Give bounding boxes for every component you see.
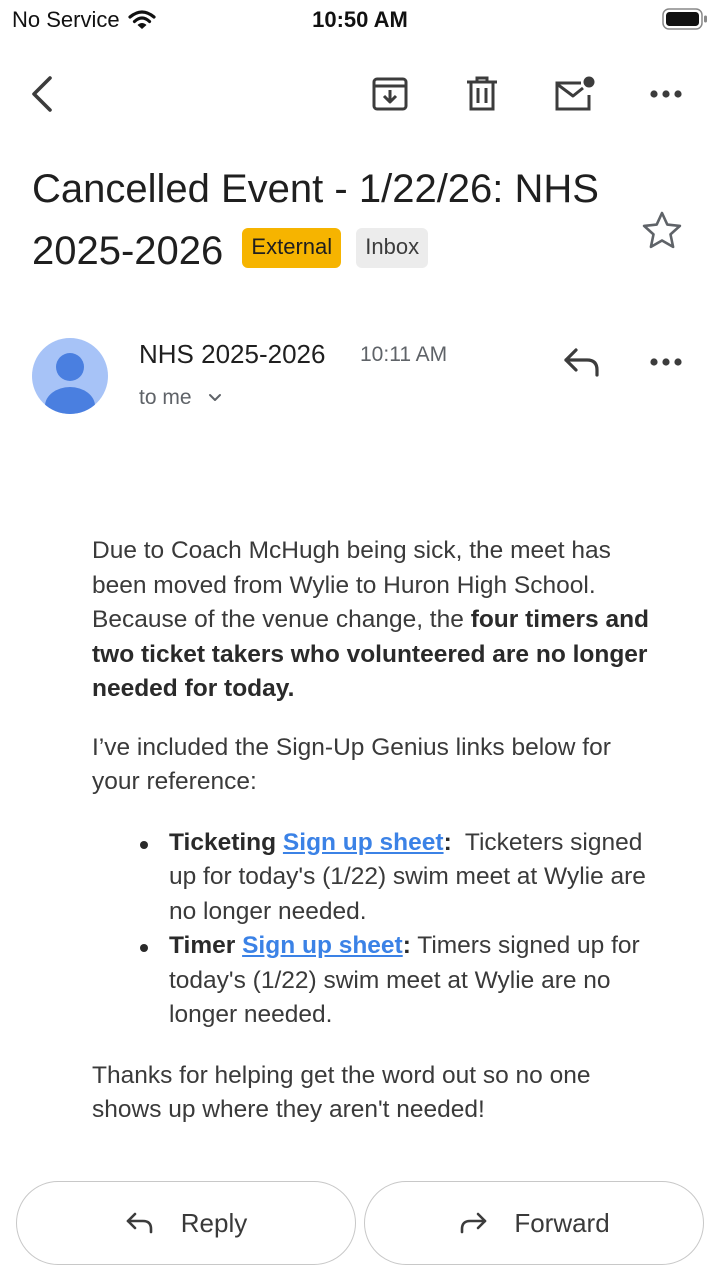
forward-icon — [458, 1211, 488, 1235]
signup-sheet-link[interactable]: Sign up sheet — [282, 828, 444, 856]
forward-button[interactable] — [364, 1181, 704, 1265]
list-item — [92, 929, 652, 1033]
signup-sheet-link[interactable]: Sign up sheet — [242, 932, 403, 959]
toolbar — [0, 62, 720, 124]
body-paragraph-1 — [92, 534, 652, 707]
inbox-label-badge[interactable]: Inbox — [356, 228, 428, 268]
body-paragraph-2: I’ve included the Sign-Up Genius links below for your reference: — [92, 733, 611, 795]
message-more-button[interactable] — [640, 336, 692, 388]
archive-button[interactable] — [364, 68, 416, 120]
body-paragraph-1-bold: four timers and two ticket takers who volunteered are no longer needed for today. — [92, 606, 650, 702]
reply-button-label: Reply — [180, 1207, 248, 1238]
chevron-down-icon — [208, 393, 222, 403]
sender-name: NHS 2025-2026 — [139, 339, 326, 369]
avatar[interactable] — [32, 338, 108, 414]
status-time: 10:50 AM — [312, 7, 408, 32]
delete-button[interactable] — [456, 68, 508, 120]
back-button[interactable] — [16, 68, 68, 120]
list-item — [92, 826, 652, 930]
body-paragraph-3: Thanks for helping get the word out so no one shows up where they aren't needed! — [92, 1061, 591, 1123]
signup-list — [92, 826, 652, 1033]
list-item-colon: : — [443, 828, 452, 856]
carrier-label: No Service — [12, 7, 120, 32]
email-subject-block — [32, 158, 622, 282]
sent-time: 10:11 AM — [360, 343, 448, 366]
person-icon — [32, 338, 108, 414]
star-button[interactable] — [636, 204, 688, 256]
mail-unread-icon — [553, 75, 595, 113]
mark-unread-button[interactable] — [548, 68, 600, 120]
reply-icon — [125, 1211, 155, 1235]
star-icon — [641, 210, 683, 250]
body-paragraph-1-text: Due to Coach McHugh being sick, the meet has been moved from Wylie to Huron High School. Because of the venue change, the — [92, 537, 611, 633]
status-bar — [0, 0, 720, 40]
list-item-lead: Timer — [169, 932, 243, 959]
list-item-text: Ticketers signed up for today's (1/22) swim meet at Wylie are no longer needed. — [169, 828, 653, 925]
battery-icon — [662, 8, 708, 30]
trash-icon — [465, 75, 499, 113]
forward-button-label: Forward — [514, 1207, 610, 1238]
more-options-button[interactable] — [640, 68, 692, 120]
list-item-colon: : — [402, 932, 411, 959]
reply-icon — [562, 346, 602, 378]
more-horizontal-icon — [649, 89, 683, 99]
more-horizontal-icon — [649, 357, 683, 367]
reply-button[interactable] — [16, 1181, 356, 1265]
recipient-details-toggle[interactable] — [139, 386, 222, 410]
email-subject: Cancelled Event - 1/22/26: NHS 2025-2026 — [32, 167, 599, 273]
archive-icon — [371, 75, 409, 113]
chevron-left-icon — [27, 74, 57, 114]
list-item-text: Timers signed up for today's (1/22) swim meet at Wylie are no longer needed. — [169, 932, 640, 1028]
recipient-label: to me — [139, 386, 192, 409]
email-body — [92, 534, 652, 1128]
reply-icon-button[interactable] — [556, 336, 608, 388]
list-item-lead: Ticketing — [169, 828, 283, 856]
external-label-badge: External — [242, 228, 341, 268]
